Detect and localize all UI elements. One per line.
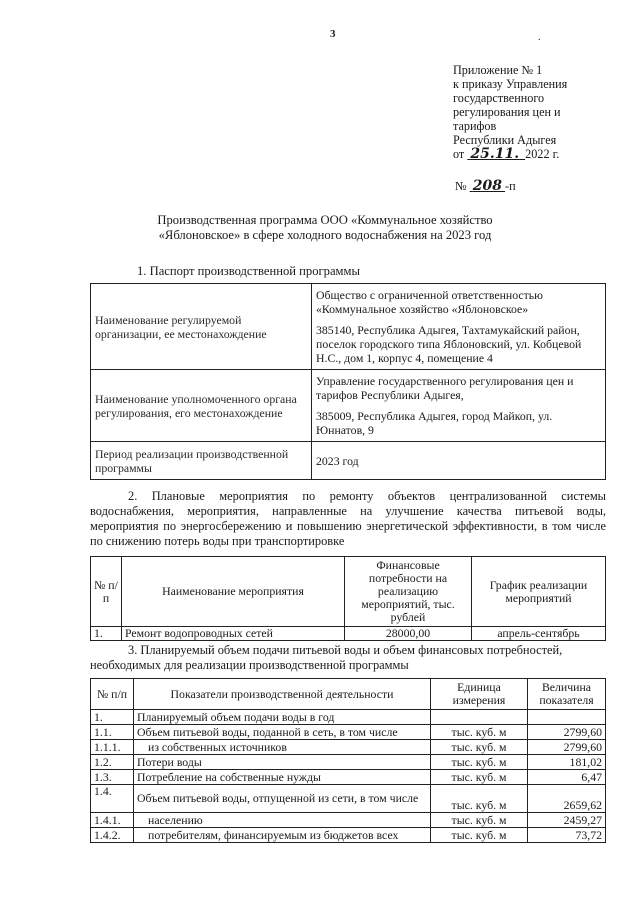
passport-value xyxy=(312,370,606,442)
indicator-name: Объем питьевой воды, отпущенной из сети, в том числе xyxy=(134,785,431,813)
indicator-name: Объем питьевой воды, поданной в сеть, в том числе xyxy=(134,725,431,740)
measures-table xyxy=(90,556,606,641)
table-row xyxy=(91,710,606,725)
annex-line: регулирования цен и xyxy=(453,105,561,119)
handwritten-number: 208 xyxy=(472,178,502,194)
passport-label: Наименование регулируемой организации, ее местонахождение xyxy=(91,284,312,370)
indicator-value xyxy=(528,710,606,725)
row-number: 1.1. xyxy=(91,725,134,740)
indicator-value: 73,72 xyxy=(528,828,606,843)
passport-label: Период реализации производственной программы xyxy=(91,442,312,480)
number-suffix: -п xyxy=(505,179,516,193)
indicator-unit: тыс. куб. м xyxy=(431,755,528,770)
row-number: 1. xyxy=(91,710,134,725)
row-number: 1. xyxy=(91,627,122,641)
column-header: № п/п xyxy=(91,557,122,627)
indicator-name: населению xyxy=(134,813,431,828)
handwritten-date: 25.11. xyxy=(470,146,520,162)
column-header: Показатели производственной деятельности xyxy=(134,679,431,710)
annex-line: тарифов xyxy=(453,119,497,133)
row-number: 1.4.2. xyxy=(91,828,134,843)
column-header: График реализации мероприятий xyxy=(472,557,606,627)
row-number: 1.4.1. xyxy=(91,813,134,828)
annex-line: государственного xyxy=(453,91,545,105)
passport-value xyxy=(312,442,606,480)
passport-table xyxy=(90,283,606,480)
indicator-unit: тыс. куб. м xyxy=(431,813,528,828)
indicator-value: 2459,27 xyxy=(528,813,606,828)
table-row xyxy=(91,785,606,813)
section2-text: 2. Плановые мероприятия по ремонту объектов централизованной системы водоснабжения, мероприятия, направленные на улучшение качества питьевой воды, мероприятия по энергосбережению и повышению энергетической эффективности, в том числе по снижению потерь воды при транспортировке xyxy=(90,489,606,548)
indicator-unit: тыс. куб. м xyxy=(431,725,528,740)
table-row xyxy=(91,370,606,442)
indicator-value: 181,02 xyxy=(528,755,606,770)
row-number: 1.4. xyxy=(91,785,134,813)
annex-line: к приказу Управления xyxy=(453,77,568,91)
table-row xyxy=(91,813,606,828)
indicator-name: потребителям, финансируемым из бюджетов всех xyxy=(134,828,431,843)
indicator-name: Планируемый объем подачи воды в год xyxy=(134,710,431,725)
section3-text: 3. Планируемый объем подачи питьевой воды и объем финансовых потребностей, необходимых для реализации производственной программы xyxy=(90,643,563,672)
table-row xyxy=(91,725,606,740)
indicator-value: 2659,62 xyxy=(528,785,606,813)
indicator-value: 2799,60 xyxy=(528,725,606,740)
table-row xyxy=(91,284,606,370)
passport-label: Наименование уполномоченного органа регулирования, его местонахождение xyxy=(91,370,312,442)
annex-line: Республики Адыгея xyxy=(453,133,557,147)
passport-value-line: Общество с ограниченной ответственностью «Коммунальное хозяйство «Яблоновское» xyxy=(316,288,543,316)
measure-name: Ремонт водопроводных сетей xyxy=(122,627,345,641)
annex-date xyxy=(453,147,567,161)
table-header-row xyxy=(91,557,606,627)
passport-value-line: 2023 год xyxy=(316,453,359,468)
measure-amount: 28000,00 xyxy=(345,627,472,641)
indicator-unit: тыс. куб. м xyxy=(431,785,528,813)
indicator-value: 2799,60 xyxy=(528,740,606,755)
indicator-value: 6,47 xyxy=(528,770,606,785)
column-header: Величина показателя xyxy=(528,679,606,710)
date-field xyxy=(467,147,525,161)
indicator-unit: тыс. куб. м xyxy=(431,740,528,755)
column-header: № п/п xyxy=(91,679,134,710)
measure-schedule: апрель-сентябрь xyxy=(472,627,606,641)
passport-value xyxy=(312,284,606,370)
table-row xyxy=(91,828,606,843)
table-row xyxy=(91,755,606,770)
table-row xyxy=(91,770,606,785)
annex-block xyxy=(453,63,567,161)
indicator-unit xyxy=(431,710,528,725)
passport-value-line: 385140, Республика Адыгея, Тахтамукайский район, поселок городского типа Яблоновский, ул. Кобцевой Н.С., дом 1, корпус 4, помещение 4 xyxy=(316,323,582,365)
number-prefix: № xyxy=(455,179,467,193)
date-prefix: от xyxy=(453,147,465,161)
document-title: Производственная программа ООО «Коммунальное хозяйство «Яблоновское» в сфере холодного водоснабжения на 2023 год xyxy=(157,213,493,242)
volume-table xyxy=(90,678,606,843)
table-row xyxy=(91,627,606,641)
passport-value-line: 385009, Республика Адыгея, город Майкоп, ул. Юннатов, 9 xyxy=(316,409,553,437)
order-number xyxy=(455,178,516,194)
table-row xyxy=(91,740,606,755)
column-header: Наименование мероприятия xyxy=(122,557,345,627)
row-number: 1.2. xyxy=(91,755,134,770)
indicator-name: из собственных источников xyxy=(134,740,431,755)
annex-line: Приложение № 1 xyxy=(453,63,543,77)
table-row xyxy=(91,442,606,480)
number-field xyxy=(470,179,505,193)
corner-mark: . xyxy=(538,32,541,43)
section1-heading: 1. Паспорт производственной программы xyxy=(137,264,360,278)
indicator-unit: тыс. куб. м xyxy=(431,770,528,785)
table-header-row xyxy=(91,679,606,710)
indicator-unit: тыс. куб. м xyxy=(431,828,528,843)
column-header: Финансовые потребности на реализацию мероприятий, тыс. рублей xyxy=(345,557,472,627)
page-number: 3 xyxy=(330,28,336,40)
column-header: Единица измерения xyxy=(431,679,528,710)
date-suffix: 2022 г. xyxy=(525,147,560,161)
row-number: 1.1.1. xyxy=(91,740,134,755)
indicator-name: Потребление на собственные нужды xyxy=(134,770,431,785)
indicator-name: Потери воды xyxy=(134,755,431,770)
passport-value-line: Управление государственного регулирования цен и тарифов Республики Адыгея, xyxy=(316,374,574,402)
row-number: 1.3. xyxy=(91,770,134,785)
